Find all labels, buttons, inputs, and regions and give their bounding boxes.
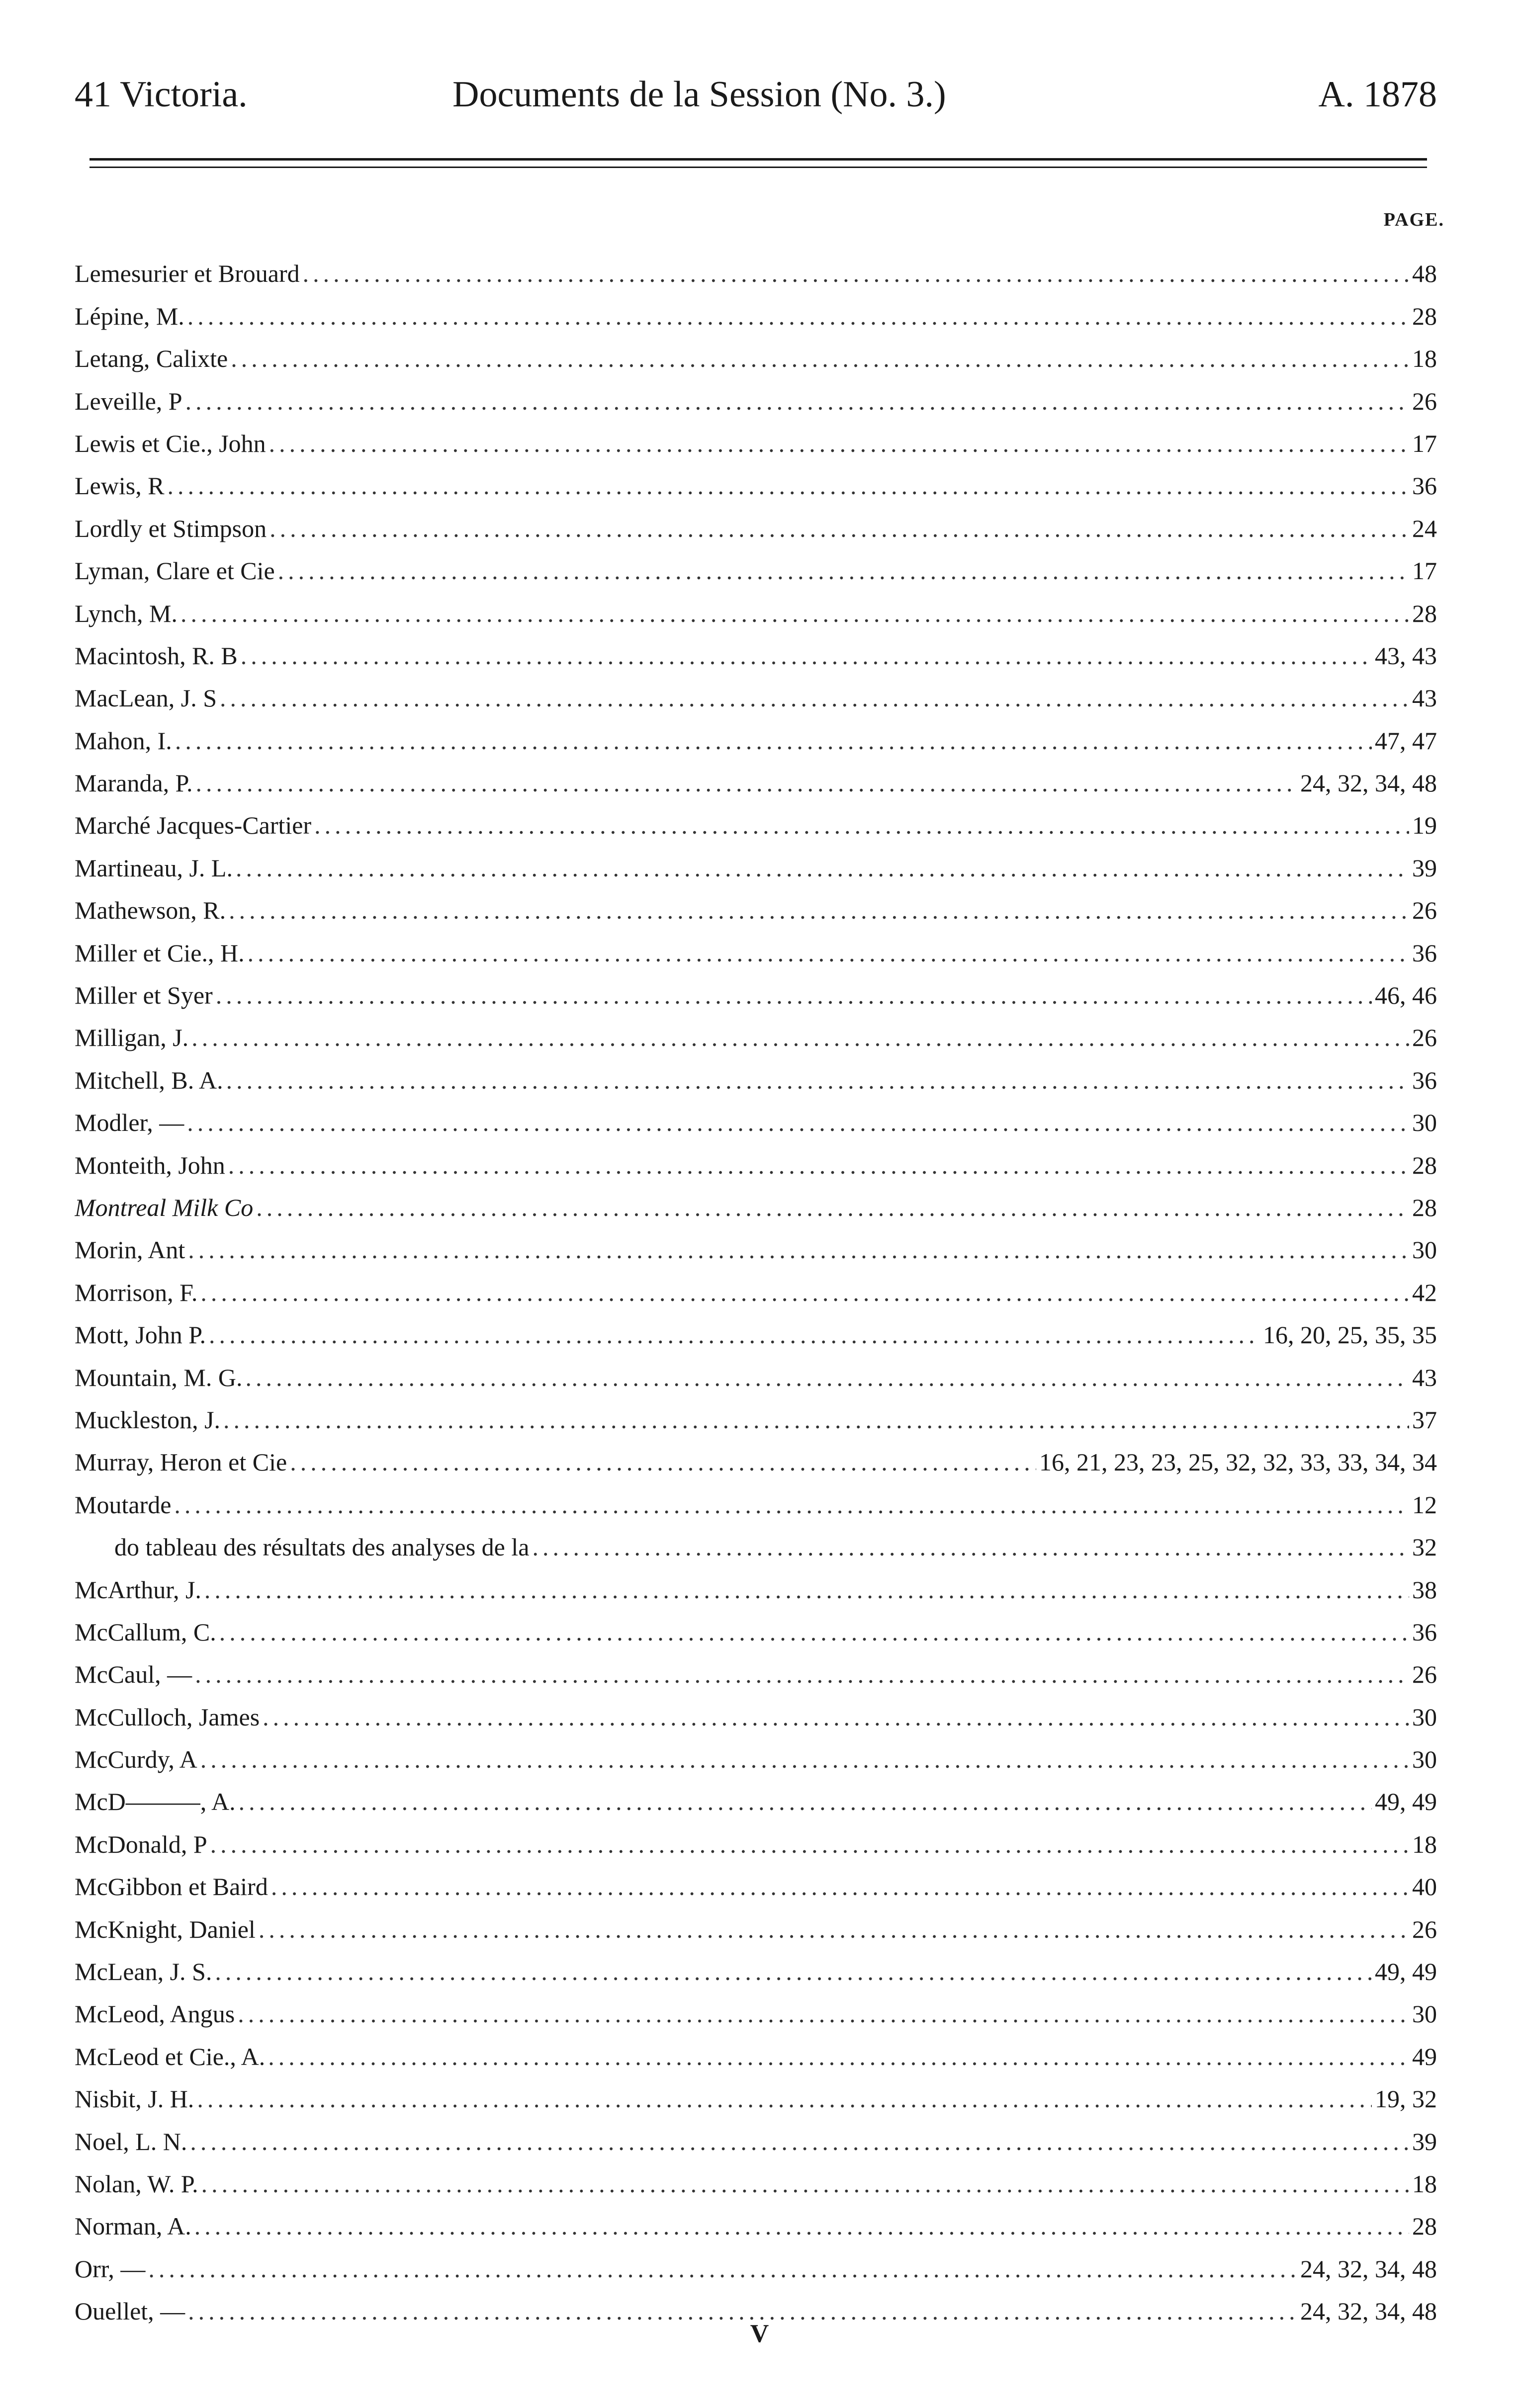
entry-name: Nisbit, J. H. bbox=[75, 2085, 194, 2113]
index-entry bbox=[75, 2114, 1437, 2156]
index-entry bbox=[75, 1774, 1437, 1816]
dot-leader bbox=[268, 2042, 1409, 2071]
entry-name: McGibbon et Baird bbox=[75, 1873, 268, 1901]
entry-name: Mountain, M. G. bbox=[75, 1363, 243, 1391]
entry-pages: 16, 21, 23, 23, 25, 32, 32, 33, 33, 34, 34 bbox=[1039, 1448, 1437, 1476]
dot-leader bbox=[197, 2084, 1372, 2114]
entry-name: Lewis, R bbox=[75, 472, 165, 500]
index-entry bbox=[75, 331, 1437, 373]
dot-leader bbox=[269, 429, 1409, 458]
entry-name: Lemesurier et Brouard bbox=[75, 259, 300, 288]
entry-name: McCallum, C. bbox=[75, 1618, 216, 1646]
entry-name: McCulloch, James bbox=[75, 1703, 260, 1731]
entry-pages: 17 bbox=[1412, 429, 1437, 457]
entry-pages: 48 bbox=[1412, 259, 1437, 288]
entry-pages: 28 bbox=[1412, 1151, 1437, 1179]
dot-leader bbox=[269, 514, 1409, 543]
dot-leader bbox=[204, 1575, 1409, 1605]
entry-pages: 24, 32, 34, 48 bbox=[1300, 2297, 1437, 2325]
entry-pages: 26 bbox=[1412, 1915, 1437, 1943]
entry-name: McD———, A. bbox=[75, 1788, 236, 1816]
index-entry bbox=[75, 2156, 1437, 2199]
entry-name: MacLean, J. S bbox=[75, 684, 217, 712]
index-entry bbox=[75, 1689, 1437, 1731]
index-entry bbox=[75, 756, 1437, 798]
entry-pages: 24 bbox=[1412, 514, 1437, 542]
index-entry bbox=[75, 1859, 1437, 1901]
entry-name: Miller et Syer bbox=[75, 981, 213, 1010]
index-entry bbox=[75, 713, 1437, 755]
entry-pages: 43, 43 bbox=[1375, 641, 1437, 670]
entry-name: Monteith, John bbox=[75, 1151, 225, 1179]
dot-leader bbox=[201, 2169, 1409, 2199]
index-entry bbox=[75, 1010, 1437, 1052]
dot-leader bbox=[226, 1065, 1409, 1095]
entry-name: Morin, Ant bbox=[75, 1236, 185, 1264]
entry-name: Noel, L. N. bbox=[75, 2127, 187, 2155]
entry-pages: 30 bbox=[1412, 1236, 1437, 1264]
index-entry bbox=[75, 1986, 1437, 2029]
dot-leader bbox=[290, 1447, 1036, 1477]
entry-name: Miller et Cie., H. bbox=[75, 939, 245, 967]
header-title: Documents de la Session (No. 3.) bbox=[452, 74, 946, 115]
entry-pages: 36 bbox=[1412, 472, 1437, 500]
index-entry bbox=[75, 883, 1437, 925]
header-rule bbox=[89, 158, 1427, 161]
index-entry bbox=[75, 501, 1437, 543]
dot-leader bbox=[246, 1363, 1410, 1392]
page-column-header: PAGE. bbox=[1383, 209, 1444, 230]
index-entry bbox=[75, 628, 1437, 671]
index-entry bbox=[75, 2241, 1437, 2283]
dot-leader bbox=[231, 344, 1409, 373]
header-year: A. 1878 bbox=[1318, 74, 1437, 115]
entry-name: Moutarde bbox=[75, 1490, 172, 1519]
index-entry bbox=[75, 1307, 1437, 1350]
entry-pages: 39 bbox=[1412, 2127, 1437, 2155]
index-entry bbox=[75, 1477, 1437, 1519]
index-entry bbox=[75, 1647, 1437, 1689]
dot-leader bbox=[191, 1023, 1409, 1052]
dot-leader bbox=[314, 810, 1409, 840]
entry-pages: 19, 32 bbox=[1375, 2085, 1437, 2113]
dot-leader bbox=[188, 1235, 1409, 1265]
index-entry bbox=[75, 1350, 1437, 1392]
dot-leader bbox=[174, 1490, 1409, 1520]
dot-leader bbox=[187, 301, 1409, 331]
dot-leader bbox=[210, 1829, 1409, 1859]
index-entry bbox=[75, 1392, 1437, 1435]
index-entry bbox=[75, 1816, 1437, 1859]
entry-name: Martineau, J. L. bbox=[75, 854, 233, 882]
dot-leader bbox=[256, 1193, 1409, 1222]
entry-pages: 26 bbox=[1412, 387, 1437, 415]
entry-name: Macintosh, R. B bbox=[75, 641, 238, 670]
entry-pages: 43 bbox=[1412, 1363, 1437, 1391]
entry-name: McLean, J. S. bbox=[75, 1958, 212, 1986]
dot-leader bbox=[236, 853, 1409, 883]
entry-pages: 43 bbox=[1412, 684, 1437, 712]
index-entry bbox=[75, 1520, 1437, 1562]
dot-leader bbox=[239, 1787, 1372, 1816]
entry-pages: 12 bbox=[1412, 1490, 1437, 1519]
dot-leader bbox=[148, 2254, 1297, 2284]
entry-name: Milligan, J. bbox=[75, 1024, 189, 1052]
dot-leader bbox=[303, 258, 1409, 288]
entry-name: Ouellet, — bbox=[75, 2297, 185, 2325]
entry-pages: 47, 47 bbox=[1375, 726, 1437, 755]
entry-pages: 19 bbox=[1412, 811, 1437, 840]
dot-leader bbox=[168, 471, 1409, 501]
dot-leader bbox=[200, 1744, 1409, 1774]
index-list bbox=[75, 246, 1437, 2326]
entry-pages: 18 bbox=[1412, 2169, 1437, 2198]
entry-name: Mathewson, R. bbox=[75, 896, 226, 925]
entry-name: McArthur, J. bbox=[75, 1575, 201, 1604]
entry-pages: 36 bbox=[1412, 1618, 1437, 1646]
dot-leader bbox=[259, 1914, 1409, 1944]
index-entry bbox=[75, 2199, 1437, 2241]
entry-pages: 28 bbox=[1412, 599, 1437, 627]
entry-name: Mahon, I. bbox=[75, 726, 172, 755]
index-entry bbox=[75, 968, 1437, 1010]
dot-leader bbox=[200, 1278, 1409, 1307]
index-entry bbox=[75, 288, 1437, 331]
entry-pages: 18 bbox=[1412, 344, 1437, 373]
index-entry bbox=[75, 840, 1437, 882]
entry-pages: 17 bbox=[1412, 557, 1437, 585]
dot-leader bbox=[195, 768, 1297, 798]
entry-name: McDonald, P bbox=[75, 1830, 207, 1858]
index-entry bbox=[75, 2029, 1437, 2071]
entry-pages: 42 bbox=[1412, 1278, 1437, 1306]
index-entry bbox=[75, 416, 1437, 458]
entry-pages: 36 bbox=[1412, 1066, 1437, 1094]
index-entry bbox=[75, 1944, 1437, 1986]
entry-name: Lynch, M. bbox=[75, 599, 178, 627]
dot-leader bbox=[216, 980, 1372, 1010]
entry-name: Modler, — bbox=[75, 1109, 184, 1137]
entry-name: Orr, — bbox=[75, 2254, 146, 2283]
dot-leader bbox=[248, 938, 1409, 968]
entry-pages: 28 bbox=[1412, 2212, 1437, 2240]
entry-pages: 28 bbox=[1412, 1193, 1437, 1221]
page-number: V bbox=[750, 2320, 769, 2348]
entry-pages: 28 bbox=[1412, 302, 1437, 330]
index-entry bbox=[75, 1562, 1437, 1604]
index-entry bbox=[75, 1095, 1437, 1137]
dot-leader bbox=[278, 556, 1409, 586]
page-header bbox=[75, 65, 1437, 124]
entry-pages: 26 bbox=[1412, 896, 1437, 925]
entry-name: Mitchell, B. A. bbox=[75, 1066, 223, 1094]
index-entry bbox=[75, 373, 1437, 416]
dot-leader bbox=[180, 599, 1409, 628]
entry-name: McLeod, Angus bbox=[75, 2000, 235, 2028]
entry-pages: 26 bbox=[1412, 1660, 1437, 1689]
dot-leader bbox=[215, 1957, 1372, 1986]
entry-pages: 26 bbox=[1412, 1024, 1437, 1052]
entry-name: Murray, Heron et Cie bbox=[75, 1448, 287, 1476]
entry-pages: 46, 46 bbox=[1375, 981, 1437, 1010]
dot-leader bbox=[187, 1108, 1409, 1137]
index-entry bbox=[75, 1732, 1437, 1774]
entry-pages: 39 bbox=[1412, 854, 1437, 882]
index-entry bbox=[75, 586, 1437, 628]
header-rule-inner bbox=[89, 167, 1427, 168]
index-entry bbox=[75, 1052, 1437, 1095]
dot-leader bbox=[220, 683, 1409, 713]
entry-pages: 32 bbox=[1412, 1533, 1437, 1561]
entry-name: Norman, A. bbox=[75, 2212, 191, 2240]
dot-leader bbox=[223, 1405, 1409, 1435]
entry-pages: 30 bbox=[1412, 1745, 1437, 1774]
entry-name: Mott, John P. bbox=[75, 1321, 206, 1349]
entry-name: Morrison, F. bbox=[75, 1278, 198, 1306]
entry-name: Lewis et Cie., John bbox=[75, 429, 266, 457]
entry-pages: 36 bbox=[1412, 939, 1437, 967]
dot-leader bbox=[271, 1872, 1409, 1901]
dot-leader bbox=[190, 2127, 1409, 2156]
index-entry bbox=[75, 1222, 1437, 1265]
dot-leader bbox=[195, 1659, 1409, 1689]
entry-pages: 16, 20, 25, 35, 35 bbox=[1263, 1321, 1437, 1349]
entry-pages: 30 bbox=[1412, 2000, 1437, 2028]
dot-leader bbox=[238, 1999, 1409, 2029]
entry-pages: 38 bbox=[1412, 1575, 1437, 1604]
dot-leader bbox=[241, 641, 1372, 671]
dot-leader bbox=[219, 1617, 1409, 1647]
entry-pages: 30 bbox=[1412, 1109, 1437, 1137]
entry-name: McCaul, — bbox=[75, 1660, 192, 1689]
entry-name: McLeod et Cie., A. bbox=[75, 2042, 266, 2070]
index-entry bbox=[75, 798, 1437, 840]
entry-pages: 37 bbox=[1412, 1405, 1437, 1434]
entry-pages: 49, 49 bbox=[1375, 1958, 1437, 1986]
index-entry bbox=[75, 1605, 1437, 1647]
entry-name: do tableau des résultats des analyses de la bbox=[114, 1533, 530, 1561]
index-entry bbox=[75, 671, 1437, 713]
dot-leader bbox=[175, 726, 1372, 756]
index-entry bbox=[75, 1265, 1437, 1307]
index-entry bbox=[75, 925, 1437, 967]
entry-pages: 24, 32, 34, 48 bbox=[1300, 769, 1437, 797]
entry-name: Lordly et Stimpson bbox=[75, 514, 267, 542]
entry-name: McKnight, Daniel bbox=[75, 1915, 256, 1943]
index-entry bbox=[75, 1180, 1437, 1222]
entry-pages: 24, 32, 34, 48 bbox=[1300, 2254, 1437, 2283]
dot-leader bbox=[185, 386, 1409, 416]
dot-leader bbox=[228, 1150, 1409, 1180]
entry-pages: 18 bbox=[1412, 1830, 1437, 1858]
index-entry bbox=[75, 1137, 1437, 1180]
index-entry bbox=[75, 543, 1437, 586]
entry-name: Montreal Milk Co bbox=[75, 1193, 254, 1221]
entry-name: Maranda, P. bbox=[75, 769, 193, 797]
entry-name: McCurdy, A bbox=[75, 1745, 197, 1774]
dot-leader bbox=[209, 1320, 1260, 1350]
entry-name: Lépine, M. bbox=[75, 302, 184, 330]
index-entry bbox=[75, 2071, 1437, 2114]
index-entry bbox=[75, 246, 1437, 288]
dot-leader bbox=[263, 1702, 1409, 1732]
entry-name: Leveille, P bbox=[75, 387, 182, 415]
dot-leader bbox=[194, 2211, 1409, 2241]
dot-leader bbox=[229, 895, 1409, 925]
entry-pages: 49, 49 bbox=[1375, 1788, 1437, 1816]
index-entry bbox=[75, 1435, 1437, 1477]
entry-pages: 30 bbox=[1412, 1703, 1437, 1731]
index-entry bbox=[75, 458, 1437, 501]
entry-name: Marché Jacques-Cartier bbox=[75, 811, 312, 840]
entry-name: Muckleston, J. bbox=[75, 1405, 221, 1434]
entry-pages: 40 bbox=[1412, 1873, 1437, 1901]
entry-name: Nolan, W. P. bbox=[75, 2169, 198, 2198]
entry-name: Letang, Calixte bbox=[75, 344, 228, 373]
entry-name: Lyman, Clare et Cie bbox=[75, 557, 275, 585]
header-session: 41 Victoria. bbox=[75, 74, 248, 115]
dot-leader bbox=[532, 1532, 1409, 1562]
entry-pages: 49 bbox=[1412, 2042, 1437, 2070]
index-entry bbox=[75, 1901, 1437, 1944]
